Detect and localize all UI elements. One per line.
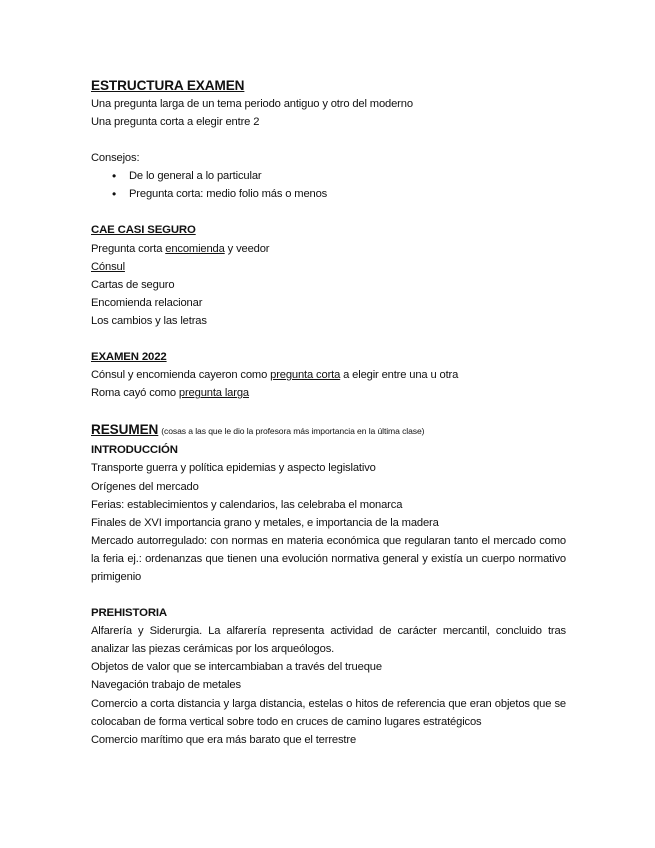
underlined-line: Cónsul [91,260,125,273]
text-line: Orígenes del mercado [91,480,199,493]
text-line: Objetos de valor que se intercambiaban a través del trueque [91,661,382,674]
text-line: Una pregunta larga de un tema periodo antiguo y otro del moderno [91,98,413,110]
text-line: Finales de XVI importancia grano y metales, e importancia de la madera [91,516,439,529]
resumen-note: (cosas a las que le dio la profesora más importancia en la última clase) [161,426,425,437]
list-item: • Pregunta corta: medio folio más o menos [129,185,566,203]
consejos-list [91,167,566,203]
text-span: Cónsul y encomienda cayeron como [91,369,271,382]
heading-prehistoria: PREHISTORIA [91,607,167,620]
heading-resumen: RESUMEN [91,422,159,438]
underlined-text: encomienda [165,242,225,255]
text-paragraph: Mercado autorregulado: con normas en materia económica que regularan tanto el mercado como la feria ej.: ordenanzas que tienen una evolución normativa general y existía un cuerpo normativo primigenio [91,534,566,583]
text-line: Los cambios y las letras [91,314,207,327]
text-line: Encomienda relacionar [91,296,203,309]
heading-introduccion: INTRODUCCIÓN [91,444,178,457]
text-paragraph: Comercio a corta distancia y larga distancia, estelas o hitos de referencia que eran objetos que se colocaban de forma vertical sobre todo en cruces de camino lugares estratégicos [91,697,566,728]
text-line: Comercio marítimo que era más barato que el terrestre [91,733,357,746]
text-line [91,240,566,258]
text-line [91,366,566,384]
text-span: a elegir entre una u otra [340,369,459,382]
text-span: Pregunta corta [91,242,166,255]
text-line [91,384,566,402]
text-span: Roma cayó como [91,387,179,400]
heading-estructura-examen: ESTRUCTURA EXAMEN [91,78,245,93]
underlined-text: pregunta corta [270,369,341,382]
text-line: Transporte guerra y política epidemias y aspecto legislativo [91,462,376,475]
text-line: Ferias: establecimientos y calendarios, las celebraba el monarca [91,498,403,511]
text-line: Navegación trabajo de metales [91,679,241,692]
text-line: Cartas de seguro [91,278,175,291]
text-span: y veedor [224,242,270,255]
heading-examen-2022: EXAMEN 2022 [91,351,167,364]
heading-cae-casi-seguro: CAE CASI SEGURO [91,224,196,237]
text-line: Una pregunta corta a elegir entre 2 [91,116,260,129]
list-item: • De lo general a lo particular [129,167,566,185]
text-paragraph: Alfarería y Siderurgia. La alfarería representa actividad de carácter mercantil, concluido tras analizar las piezas cerámicas por los arqueólogos. [91,625,566,656]
document-page [91,76,566,749]
underlined-text: pregunta larga [178,387,249,400]
resumen-heading-row [91,420,566,441]
consejos-label: Consejos: [91,152,140,165]
